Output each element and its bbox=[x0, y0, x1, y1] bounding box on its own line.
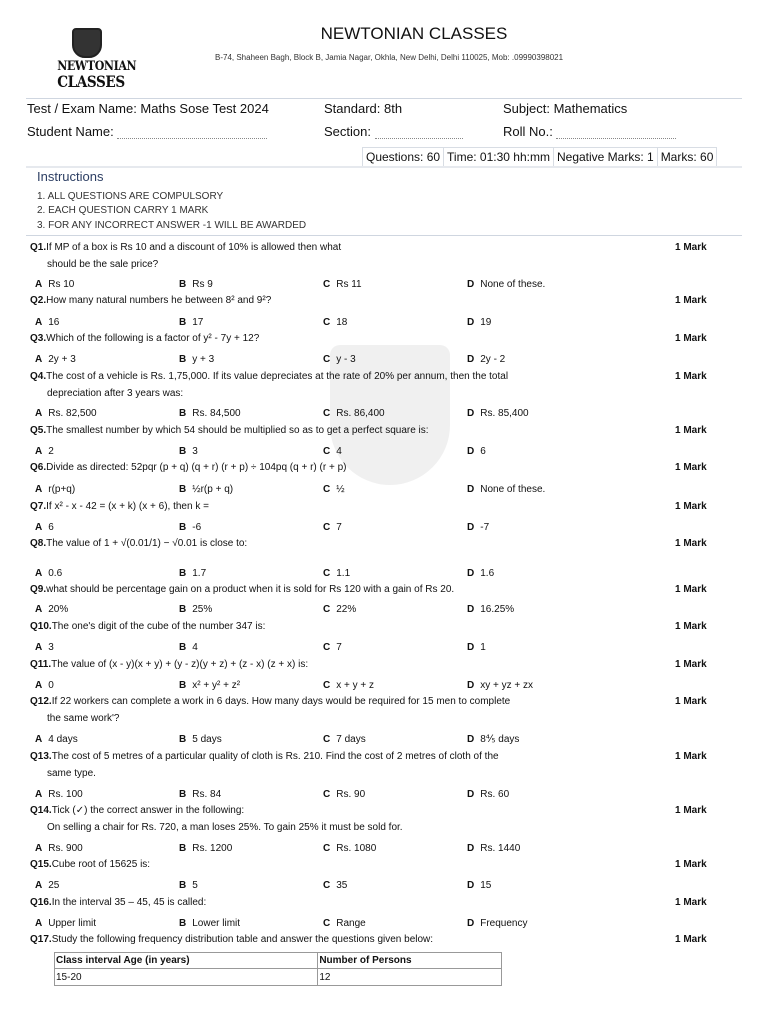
answer-option[interactable] bbox=[35, 843, 83, 854]
option-letter: C bbox=[323, 789, 331, 800]
table-cell: 15-20 bbox=[55, 969, 318, 986]
frequency-table bbox=[54, 952, 502, 986]
option-letter: D bbox=[467, 484, 475, 495]
question-marks: 1 Mark bbox=[675, 621, 707, 632]
question-marks: 1 Mark bbox=[675, 242, 707, 253]
option-text: 7 days bbox=[336, 734, 366, 745]
option-text: Rs. 900 bbox=[48, 843, 83, 854]
option-text: 16.25% bbox=[480, 604, 515, 615]
question-marks: 1 Mark bbox=[675, 501, 707, 512]
question-text bbox=[30, 462, 346, 473]
answer-option[interactable] bbox=[467, 642, 486, 653]
answer-option[interactable] bbox=[35, 279, 74, 290]
answer-option[interactable] bbox=[467, 734, 519, 745]
answer-option[interactable] bbox=[323, 522, 342, 533]
question-marks: 1 Mark bbox=[675, 751, 707, 762]
option-text: 22% bbox=[336, 604, 357, 615]
question-number: Q2. bbox=[30, 295, 47, 306]
question-marks: 1 Mark bbox=[675, 538, 707, 549]
option-text: Rs. 84,500 bbox=[192, 408, 241, 419]
option-letter: A bbox=[35, 680, 43, 691]
option-text: Rs 10 bbox=[48, 279, 75, 290]
option-text: 2 bbox=[48, 446, 54, 457]
option-letter: C bbox=[323, 680, 331, 691]
option-text: Lower limit bbox=[192, 918, 241, 929]
option-letter: A bbox=[35, 568, 43, 579]
answer-option[interactable] bbox=[323, 880, 347, 891]
crest-icon bbox=[72, 28, 102, 58]
option-text: Rs. 86,400 bbox=[336, 408, 385, 419]
option-text: Frequency bbox=[480, 918, 528, 929]
answer-option[interactable] bbox=[179, 484, 233, 495]
answer-option[interactable] bbox=[323, 604, 356, 615]
time-limit: Time: 01:30 hh:mm bbox=[444, 148, 554, 166]
answer-option[interactable] bbox=[179, 317, 203, 328]
answer-option[interactable] bbox=[467, 408, 529, 419]
option-text: 1 bbox=[480, 642, 486, 653]
question-text bbox=[30, 371, 508, 382]
question-text bbox=[30, 538, 247, 549]
option-letter: D bbox=[467, 568, 475, 579]
question-body: Study the following frequency distribution table and answer the questions given below: bbox=[51, 934, 434, 945]
answer-option[interactable] bbox=[323, 642, 342, 653]
option-letter: C bbox=[323, 317, 331, 328]
answer-option[interactable] bbox=[467, 279, 545, 290]
option-text: xy + yz + zx bbox=[480, 680, 534, 691]
option-letter: A bbox=[35, 734, 43, 745]
answer-option[interactable] bbox=[467, 789, 509, 800]
answer-option[interactable] bbox=[35, 642, 54, 653]
option-letter: B bbox=[179, 880, 187, 891]
question-body: The one's digit of the cube of the number 347 is: bbox=[51, 621, 266, 632]
question-number: Q13. bbox=[30, 751, 52, 762]
answer-option[interactable] bbox=[323, 446, 342, 457]
question-body: The value of (x - y)(x + y) + (y - z)(y + z) + (z - x) (z + x) is: bbox=[51, 659, 309, 670]
answer-option[interactable] bbox=[323, 354, 356, 365]
option-text: Upper limit bbox=[48, 918, 97, 929]
answer-option[interactable] bbox=[467, 568, 494, 579]
question-marks: 1 Mark bbox=[675, 295, 707, 306]
instruction-item: 1. ALL QUESTIONS ARE COMPULSORY bbox=[37, 191, 224, 202]
option-text: 0 bbox=[48, 680, 54, 691]
question-continuation: same type. bbox=[47, 768, 96, 779]
answer-option[interactable] bbox=[35, 734, 78, 745]
question-marks: 1 Mark bbox=[675, 897, 707, 908]
roll-label: Roll No.: bbox=[503, 124, 553, 139]
question-number: Q10. bbox=[30, 621, 52, 632]
option-text: ½ bbox=[336, 484, 345, 495]
exam-stats bbox=[362, 147, 717, 167]
question-body: what should be percentage gain on a product when it is sold for Rs 120 with a gain of Rs 20. bbox=[46, 584, 455, 595]
option-text: Rs. 100 bbox=[48, 789, 83, 800]
question-number: Q7. bbox=[30, 501, 47, 512]
answer-option[interactable] bbox=[179, 642, 198, 653]
option-text: 15 bbox=[480, 880, 492, 891]
option-letter: B bbox=[179, 568, 187, 579]
roll-field[interactable] bbox=[556, 126, 676, 139]
option-text: Rs. 1200 bbox=[192, 843, 233, 854]
subject: Subject: Mathematics bbox=[503, 101, 628, 116]
option-text: Rs. 1080 bbox=[336, 843, 377, 854]
option-text: 2y - 2 bbox=[480, 354, 506, 365]
answer-option[interactable] bbox=[179, 843, 232, 854]
option-text: None of these. bbox=[480, 279, 546, 290]
option-letter: D bbox=[467, 446, 475, 457]
question-text bbox=[30, 242, 341, 253]
option-letter: B bbox=[179, 642, 187, 653]
answer-option[interactable] bbox=[179, 918, 240, 929]
question-text bbox=[30, 501, 209, 512]
answer-option[interactable] bbox=[179, 408, 241, 419]
answer-option[interactable] bbox=[323, 789, 365, 800]
option-letter: B bbox=[179, 604, 187, 615]
question-text bbox=[30, 934, 433, 945]
divider bbox=[26, 98, 742, 99]
answer-option[interactable] bbox=[35, 680, 54, 691]
option-text: 6 bbox=[480, 446, 486, 457]
option-text: 5 days bbox=[192, 734, 222, 745]
option-text: ½r(p + q) bbox=[192, 484, 234, 495]
answer-option[interactable] bbox=[35, 789, 83, 800]
option-letter: C bbox=[323, 522, 331, 533]
option-text: Rs. 85,400 bbox=[480, 408, 529, 419]
question-number: Q3. bbox=[30, 333, 47, 344]
answer-option[interactable] bbox=[179, 680, 240, 691]
option-text: 2y + 3 bbox=[48, 354, 76, 365]
question-text bbox=[30, 295, 271, 306]
question-number: Q16. bbox=[30, 897, 52, 908]
option-text: Rs 11 bbox=[336, 279, 362, 290]
exam-name: Test / Exam Name: Maths Sose Test 2024 bbox=[27, 101, 269, 116]
option-letter: B bbox=[179, 484, 187, 495]
option-letter: D bbox=[467, 680, 475, 691]
option-letter: C bbox=[323, 642, 331, 653]
option-text: Rs 9 bbox=[192, 279, 213, 290]
total-marks: Marks: 60 bbox=[660, 150, 714, 164]
question-marks: 1 Mark bbox=[675, 805, 707, 816]
option-text: 1.6 bbox=[480, 568, 495, 579]
option-text: 7 bbox=[336, 642, 342, 653]
institute-title: NEWTONIAN CLASSES bbox=[320, 24, 508, 43]
section-field[interactable] bbox=[375, 126, 463, 139]
question-continuation: should be the sale price? bbox=[47, 259, 159, 270]
answer-option[interactable] bbox=[179, 354, 214, 365]
option-letter: C bbox=[323, 446, 331, 457]
answer-option[interactable] bbox=[323, 408, 385, 419]
option-letter: A bbox=[35, 446, 43, 457]
answer-option[interactable] bbox=[467, 880, 491, 891]
option-letter: D bbox=[467, 408, 475, 419]
option-letter: A bbox=[35, 789, 43, 800]
option-letter: D bbox=[467, 354, 475, 365]
answer-option[interactable] bbox=[179, 734, 222, 745]
logo bbox=[52, 28, 137, 91]
option-letter: C bbox=[323, 354, 331, 365]
question-body: If x² - x - 42 = (x + k) (x + 6), then k = bbox=[46, 501, 209, 512]
student-name-field[interactable] bbox=[117, 126, 267, 139]
option-letter: A bbox=[35, 843, 43, 854]
option-letter: D bbox=[467, 522, 475, 533]
question-text bbox=[30, 333, 259, 344]
question-number: Q9. bbox=[30, 584, 47, 595]
answer-option[interactable] bbox=[179, 568, 206, 579]
answer-option[interactable] bbox=[323, 568, 350, 579]
answer-option[interactable] bbox=[35, 484, 75, 495]
question-text bbox=[30, 659, 308, 670]
option-text: r(p+q) bbox=[48, 484, 76, 495]
question-number: Q12. bbox=[30, 696, 52, 707]
student-name-label: Student Name: bbox=[27, 124, 114, 139]
option-text: 17 bbox=[192, 317, 204, 328]
option-text: 7 bbox=[336, 522, 342, 533]
option-letter: C bbox=[323, 604, 331, 615]
answer-option[interactable] bbox=[467, 317, 491, 328]
option-letter: B bbox=[179, 522, 187, 533]
question-body: The cost of a vehicle is Rs. 1,75,000. If its value depreciates at the rate of 20% per annum, then the total bbox=[46, 371, 509, 382]
option-letter: B bbox=[179, 843, 187, 854]
question-body: Cube root of 15625 is: bbox=[51, 859, 151, 870]
option-letter: C bbox=[323, 484, 331, 495]
option-text: Rs. 82,500 bbox=[48, 408, 97, 419]
question-body: How many natural numbers he between 8² and 9²? bbox=[46, 295, 272, 306]
answer-option[interactable] bbox=[467, 446, 486, 457]
option-letter: D bbox=[467, 880, 475, 891]
question-body: The cost of 5 metres of a particular quality of cloth is Rs. 210. Find the cost of 2 metres of cloth of the bbox=[51, 751, 499, 762]
option-text: Rs. 1440 bbox=[480, 843, 521, 854]
answer-option[interactable] bbox=[179, 604, 212, 615]
questions-count: Questions: 60 bbox=[363, 148, 444, 166]
answer-option[interactable] bbox=[467, 354, 505, 365]
option-letter: B bbox=[179, 789, 187, 800]
option-letter: A bbox=[35, 408, 43, 419]
answer-option[interactable] bbox=[35, 446, 54, 457]
option-letter: C bbox=[323, 279, 331, 290]
option-letter: D bbox=[467, 734, 475, 745]
question-text bbox=[30, 751, 499, 762]
option-letter: B bbox=[179, 317, 187, 328]
answer-option[interactable] bbox=[467, 604, 514, 615]
option-letter: A bbox=[35, 642, 43, 653]
option-text: 4 bbox=[192, 642, 198, 653]
option-letter: C bbox=[323, 408, 331, 419]
question-body: Which of the following is a factor of y² - 7y + 12? bbox=[46, 333, 260, 344]
question-body: The smallest number by which 54 should be multiplied so as to get a perfect square is: bbox=[46, 425, 429, 436]
table-header: Number of Persons bbox=[318, 953, 502, 969]
question-body: Divide as directed: 52pqr (p + q) (q + r) (r + p) ÷ 104pq (q + r) (r + p) bbox=[46, 462, 347, 473]
question-marks: 1 Mark bbox=[675, 859, 707, 870]
answer-option[interactable] bbox=[323, 918, 366, 929]
question-marks: 1 Mark bbox=[675, 371, 707, 382]
answer-option[interactable] bbox=[35, 918, 96, 929]
answer-option[interactable] bbox=[35, 408, 97, 419]
question-number: Q6. bbox=[30, 462, 47, 473]
question-text bbox=[30, 696, 510, 707]
answer-option[interactable] bbox=[323, 484, 345, 495]
option-text: 25% bbox=[192, 604, 213, 615]
option-text: y + 3 bbox=[192, 354, 215, 365]
answer-option[interactable] bbox=[323, 843, 376, 854]
answer-option[interactable] bbox=[467, 522, 489, 533]
answer-option[interactable] bbox=[467, 918, 527, 929]
negative-marks: Negative Marks: 1 bbox=[554, 148, 658, 166]
option-letter: C bbox=[323, 918, 331, 929]
option-text: 0.6 bbox=[48, 568, 63, 579]
option-text: 19 bbox=[480, 317, 492, 328]
option-letter: D bbox=[467, 843, 475, 854]
option-letter: A bbox=[35, 880, 43, 891]
question-continuation: On selling a chair for Rs. 720, a man loses 25%. To gain 25% it must be sold for. bbox=[47, 822, 403, 833]
option-text: None of these. bbox=[480, 484, 546, 495]
table-header-row bbox=[55, 953, 502, 969]
option-letter: C bbox=[323, 568, 331, 579]
question-text bbox=[30, 859, 150, 870]
answer-option[interactable] bbox=[35, 568, 62, 579]
divider bbox=[26, 166, 742, 168]
question-text bbox=[30, 584, 454, 595]
option-text: Rs. 90 bbox=[336, 789, 366, 800]
question-body: If 22 workers can complete a work in 6 days. How many days would be required for 15 men to complete bbox=[51, 696, 511, 707]
instructions-heading: Instructions bbox=[37, 169, 104, 184]
option-text: 8⅘ days bbox=[480, 734, 520, 745]
question-number: Q17. bbox=[30, 934, 52, 945]
answer-option[interactable] bbox=[35, 317, 59, 328]
question-marks: 1 Mark bbox=[675, 696, 707, 707]
table-row bbox=[55, 969, 502, 986]
question-number: Q15. bbox=[30, 859, 52, 870]
question-continuation: depreciation after 3 years was: bbox=[47, 388, 184, 399]
question-body: Tick (✓) the correct answer in the following: bbox=[51, 805, 245, 816]
option-letter: D bbox=[467, 604, 475, 615]
option-letter: A bbox=[35, 522, 43, 533]
option-text: 1.1 bbox=[336, 568, 351, 579]
option-text: 5 bbox=[192, 880, 198, 891]
institute-address: B-74, Shaheen Bagh, Block B, Jamia Nagar, Okhla, New Delhi, Delhi 110025, Mob: .09990398021 bbox=[215, 53, 564, 62]
question-text bbox=[30, 621, 265, 632]
option-text: 18 bbox=[336, 317, 348, 328]
question-marks: 1 Mark bbox=[675, 584, 707, 595]
option-letter: B bbox=[179, 279, 187, 290]
answer-option[interactable] bbox=[179, 446, 198, 457]
option-letter: D bbox=[467, 642, 475, 653]
option-letter: B bbox=[179, 680, 187, 691]
question-body: The value of 1 + √(0.01/1) − √0.01 is close to: bbox=[46, 538, 248, 549]
table-cell: 12 bbox=[318, 969, 502, 986]
logo-text-2: CLASSES bbox=[57, 72, 125, 91]
answer-option[interactable] bbox=[35, 522, 54, 533]
option-text: Rs. 84 bbox=[192, 789, 222, 800]
question-text bbox=[30, 425, 429, 436]
option-letter: B bbox=[179, 408, 187, 419]
option-text: 3 bbox=[192, 446, 198, 457]
question-body: In the interval 35 – 45, 45 is called: bbox=[51, 897, 207, 908]
section-label: Section: bbox=[324, 124, 371, 139]
option-letter: C bbox=[323, 843, 331, 854]
question-body: If MP of a box is Rs 10 and a discount of 10% is allowed then what bbox=[46, 242, 342, 253]
divider bbox=[26, 235, 742, 236]
question-number: Q5. bbox=[30, 425, 47, 436]
option-text: y - 3 bbox=[336, 354, 356, 365]
question-number: Q4. bbox=[30, 371, 47, 382]
option-letter: A bbox=[35, 279, 43, 290]
question-marks: 1 Mark bbox=[675, 934, 707, 945]
option-letter: A bbox=[35, 918, 43, 929]
option-text: -6 bbox=[192, 522, 202, 533]
option-letter: A bbox=[35, 484, 43, 495]
table-header: Class interval Age (in years) bbox=[55, 953, 318, 969]
option-text: x + y + z bbox=[336, 680, 375, 691]
option-text: 16 bbox=[48, 317, 60, 328]
option-letter: A bbox=[35, 317, 43, 328]
option-text: 4 days bbox=[48, 734, 78, 745]
answer-option[interactable] bbox=[35, 354, 76, 365]
question-continuation: the same work'? bbox=[47, 713, 120, 724]
logo-text-1: NEWTONIAN bbox=[57, 59, 137, 74]
instruction-item: 2. EACH QUESTION CARRY 1 MARK bbox=[37, 205, 209, 216]
option-letter: A bbox=[35, 354, 43, 365]
question-marks: 1 Mark bbox=[675, 462, 707, 473]
question-number: Q1. bbox=[30, 242, 47, 253]
option-text: 20% bbox=[48, 604, 69, 615]
option-text: 3 bbox=[48, 642, 54, 653]
answer-option[interactable] bbox=[179, 522, 201, 533]
question-number: Q8. bbox=[30, 538, 47, 549]
option-letter: D bbox=[467, 789, 475, 800]
answer-option[interactable] bbox=[179, 789, 221, 800]
question-marks: 1 Mark bbox=[675, 425, 707, 436]
option-letter: D bbox=[467, 317, 475, 328]
option-letter: C bbox=[323, 734, 331, 745]
answer-option[interactable] bbox=[35, 880, 59, 891]
option-letter: B bbox=[179, 734, 187, 745]
option-text: x² + y² + z² bbox=[192, 680, 241, 691]
answer-option[interactable] bbox=[323, 680, 374, 691]
question-marks: 1 Mark bbox=[675, 333, 707, 344]
option-letter: D bbox=[467, 279, 475, 290]
option-text: 4 bbox=[336, 446, 342, 457]
option-text: Range bbox=[336, 918, 366, 929]
question-text bbox=[30, 897, 206, 908]
option-text: 25 bbox=[48, 880, 60, 891]
answer-option[interactable] bbox=[35, 604, 68, 615]
answer-option[interactable] bbox=[179, 880, 198, 891]
option-text: 1.7 bbox=[192, 568, 207, 579]
option-text: -7 bbox=[480, 522, 490, 533]
answer-option[interactable] bbox=[323, 317, 347, 328]
answer-option[interactable] bbox=[467, 843, 520, 854]
answer-option[interactable] bbox=[323, 279, 362, 290]
answer-option[interactable] bbox=[179, 279, 213, 290]
option-text: Rs. 60 bbox=[480, 789, 510, 800]
instruction-item: 3. FOR ANY INCORRECT ANSWER -1 WILL BE AWARDED bbox=[37, 220, 307, 231]
question-text bbox=[30, 805, 244, 816]
option-text: 35 bbox=[336, 880, 348, 891]
option-letter: C bbox=[323, 880, 331, 891]
answer-option[interactable] bbox=[467, 680, 533, 691]
option-text: 6 bbox=[48, 522, 54, 533]
option-letter: D bbox=[467, 918, 475, 929]
option-letter: A bbox=[35, 604, 43, 615]
question-number: Q14. bbox=[30, 805, 52, 816]
question-marks: 1 Mark bbox=[675, 659, 707, 670]
answer-option[interactable] bbox=[467, 484, 545, 495]
answer-option[interactable] bbox=[323, 734, 366, 745]
standard: Standard: 8th bbox=[324, 101, 403, 116]
option-letter: B bbox=[179, 446, 187, 457]
question-number: Q11. bbox=[30, 659, 52, 670]
option-letter: B bbox=[179, 354, 187, 365]
option-letter: B bbox=[179, 918, 187, 929]
